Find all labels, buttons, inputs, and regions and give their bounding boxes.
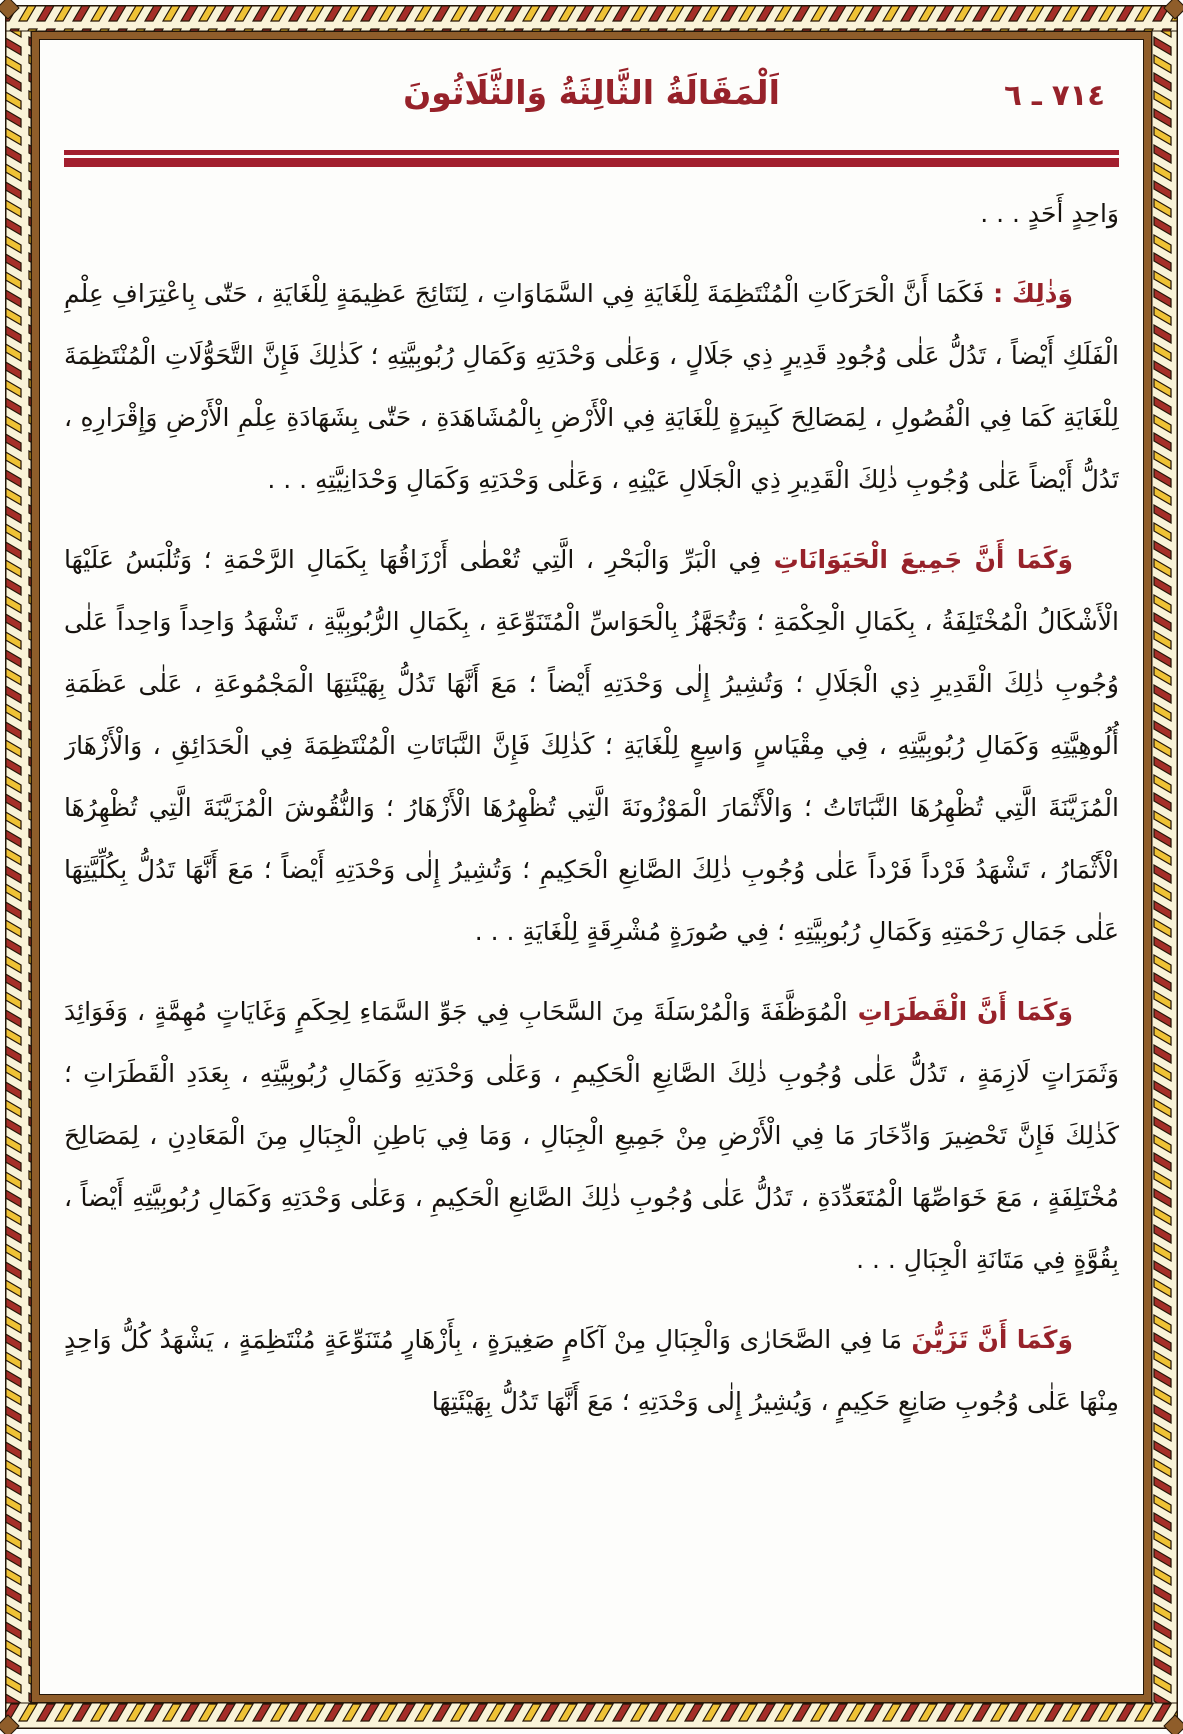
text-segment: الْمُوَظَّفَةَ وَالْمُرْسَلَةَ مِنَ السَّحَابِ فِي جَوِّ السَّمَاءِ لِحِكَمٍ وَغَايَاتٍ مُهِمَّةٍ ، وَفَوَائِدَ وَثَمَرَاتٍ لَازِمَةٍ ، تَدُلُّ عَلٰى وُجُوبِ ذٰلِكَ الصَّانِعِ الْحَكِيمِ ، وَعَلٰى وَحْدَتِهِ وَكَمَالِ رُبُوبِيَّتِهِ ، بِعَدَدِ الْقَطَرَاتِ ؛ كَذٰلِكَ فَإِنَّ تَحْضِيرَ وَادِّخَارَ مَا فِي الْأَرْضِ مِنْ جَمِيعِ الْجِبَالِ ، وَمَا فِي بَاطِنِ الْجِبَالِ مِنَ الْمَعَادِنِ ، لِمَصَالِحَ مُخْتَلِفَةٍ ، مَعَ خَوَاصِّهَا الْمُتَعَدِّدَةِ ، تَدُلُّ عَلٰى وُجُوبِ ذٰلِكَ الصَّانِعِ الْحَكِيمِ ، وَعَلٰى وَحْدَتِهِ وَكَمَالِ رُبُوبِيَّتِهِ أَيْضاً ، بِقُوَّةٍ فِي مَتَانَةِ الْجِبَالِ . . .: [64, 997, 1119, 1274]
rule-bottom-line: [64, 158, 1119, 167]
paragraph: [64, 981, 1119, 1291]
keyword-text-segment: وَكَمَا أَنَّ الْقَطَرَاتِ: [847, 997, 1074, 1026]
body-text: [64, 183, 1119, 1433]
page-content: [64, 44, 1119, 1692]
paragraph: [64, 183, 1119, 245]
text-segment: وَاحِدٍ أَحَدٍ . . .: [980, 199, 1119, 228]
paragraph: [64, 1309, 1119, 1433]
paragraph: [64, 263, 1119, 511]
border-strip-right: [1152, 6, 1177, 1728]
keyword-text-segment: وَكَمَا أَنَّ جَمِيعَ الْحَيَوَانَاتِ: [761, 545, 1073, 574]
paragraph: [64, 529, 1119, 963]
border-strip-top: [6, 6, 1177, 31]
page-number: ٧١٤ ـ ٦: [1004, 78, 1105, 112]
border-strip-bottom: [6, 1703, 1177, 1728]
border-strip-left: [6, 6, 31, 1728]
rule-top-line: [64, 150, 1119, 155]
keyword-text-segment: وَذٰلِكَ :: [984, 279, 1073, 308]
page-title: اَلْمَقَالَةُ الثَّالِثَةُ وَالثَّلَاثُونَ: [403, 73, 780, 112]
double-rule: [64, 150, 1119, 167]
text-segment: فَكَمَا أَنَّ الْحَرَكَاتِ الْمُنْتَظِمَةَ لِلْغَايَةِ فِي السَّمَاوَاتِ ، لِنَتَائِجَ عَظِيمَةٍ لِلْغَايَةِ ، حَتّٰى بِاعْتِرَافِ عِلْمِ الْفَلَكِ أَيْضاً ، تَدُلُّ عَلٰى وُجُودِ قَدِيرٍ ذِي جَلَالٍ ، وَعَلٰى وَحْدَتِهِ وَكَمَالِ رُبُوبِيَّتِهِ ؛ كَذٰلِكَ فَإِنَّ التَّحَوُّلَاتِ الْمُنْتَظِمَةَ لِلْغَايَةِ كَمَا فِي الْفُصُولِ ، لِمَصَالِحَ كَبِيرَةٍ لِلْغَايَةِ فِي الْأَرْضِ بِالْمُشَاهَدَةِ ، حَتّٰى بِشَهَادَةِ عِلْمِ الْأَرْضِ وَإِقْرَارِهِ ، تَدُلُّ أَيْضاً عَلٰى وُجُوبِ ذٰلِكَ الْقَدِيرِ ذِي الْجَلَالِ عَيْنِهِ ، وَعَلٰى وَحْدَتِهِ وَكَمَالِ وَحْدَانِيَّتِهِ . . .: [64, 279, 1119, 494]
page-header: [64, 44, 1119, 144]
keyword-text-segment: وَكَمَا أَنَّ تَزَيُّنَ: [902, 1325, 1073, 1354]
text-segment: مَا فِي الصَّحَارٰى وَالْجِبَالِ مِنْ آكَامٍ صَغِيرَةٍ ، بِأَزْهَارٍ مُتَنَوِّعَةٍ مُنْتَظِمَةٍ ، يَشْهَدُ كُلُّ وَاحِدٍ مِنْهَا عَلٰى وُجُوبِ صَانِعٍ حَكِيمٍ ، وَيُشِيرُ إِلٰى وَحْدَتِهِ ؛ مَعَ أَنَّهَا تَدُلُّ بِهَيْئَتِهَا: [64, 1325, 1119, 1416]
text-segment: فِي الْبَرِّ وَالْبَحْرِ ، الَّتِي تُعْطٰى أَرْزَاقُهَا بِكَمَالِ الرَّحْمَةِ ؛ وَتُلْبَسُ عَلَيْهَا الْأَشْكَالُ الْمُخْتَلِفَةُ ، بِكَمَالِ الْحِكْمَةِ ؛ وَتُجَهَّزُ بِالْحَوَاسِّ الْمُتَنَوِّعَةِ ، بِكَمَالِ الرُّبُوبِيَّةِ ، تَشْهَدُ وَاحِداً وَاحِداً عَلٰى وُجُوبِ ذٰلِكَ الْقَدِيرِ ذِي الْجَلَالِ ؛ وَتُشِيرُ إِلٰى وَحْدَتِهِ أَيْضاً ؛ مَعَ أَنَّهَا تَدُلُّ بِهَيْئَتِهَا الْمَجْمُوعَةِ ، عَلٰى عَظَمَةِ أُلُوهِيَّتِهِ وَكَمَالِ رُبُوبِيَّتِهِ ، فِي مِقْيَاسٍ وَاسِعٍ لِلْغَايَةِ ؛ كَذٰلِكَ فَإِنَّ النَّبَاتَاتِ الْمُنْتَظِمَةَ فِي الْحَدَائِقِ ، وَالْأَزْهَارَ الْمُزَيَّنَةَ الَّتِي تُظْهِرُهَا النَّبَاتَاتُ ؛ وَالْأَثْمَارَ الْمَوْزُونَةَ الَّتِي تُظْهِرُهَا الْأَزْهَارُ ؛ وَالنُّقُوشَ الْمُزَيَّنَةَ الَّتِي تُظْهِرُهَا الْأَثْمَارُ ، تَشْهَدُ فَرْداً فَرْداً عَلٰى وُجُوبِ ذٰلِكَ الصَّانِعِ الْحَكِيمِ ؛ وَتُشِيرُ إِلٰى وَحْدَتِهِ أَيْضاً ؛ مَعَ أَنَّهَا تَدُلُّ بِكُلِّيَّتِهَا عَلٰى جَمَالِ رَحْمَتِهِ وَكَمَالِ رُبُوبِيَّتِهِ ؛ فِي صُورَةٍ مُشْرِقَةٍ لِلْغَايَةِ . . .: [64, 545, 1119, 946]
